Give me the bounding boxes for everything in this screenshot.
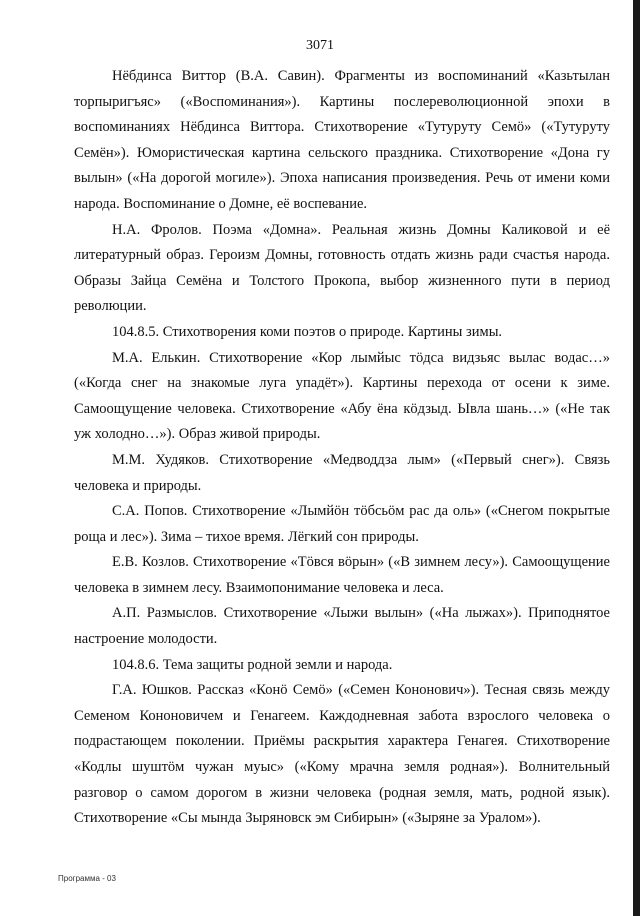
scan-edge-border (633, 0, 640, 916)
section-heading-nature: 104.8.5. Стихотворения коми поэтов о природе. Картины зимы. (112, 323, 503, 340)
section-heading-homeland: 104.8.6. Тема защиты родной земли и народа. (112, 656, 393, 673)
paragraph-yushkov: Г.А. Юшков. Рассказ «Конӧ Семӧ» («Семен Кононович»). Тесная связь между Семеном Кононовичем и Генагеем. Каждодневная забота взрослого человека о подрастающем поколении. Приёмы раскрытия характера Генагея. Стихотворение «Кодлы шуштӧм чужан муыс» («Кому мрачна земля родная»). Волнительный разговор о самом дорогом в жизни человека (родная земля, мать, родной язык). Стихотворение «Сы мында Зыряновск эм Сибирын» («Зыряне за Уралом»). (74, 682, 610, 827)
paragraph-elkin: М.А. Елькин. Стихотворение «Кор лымйыс тӧдса видзьяс вылас водас…» («Когда снег на знакомые луга упадёт»). Картины перехода от осени к зиме. Самоощущение человека. Стихотворение «Абу ёна кӧдзыд. Ывла шань…» («Не так уж холодно…»). Образ живой природы. (74, 349, 610, 443)
paragraph-razmyslov: А.П. Размыслов. Стихотворение «Лыжи вылын» («На лыжах»). Приподнятое настроение молодости. (74, 605, 610, 648)
paragraph-khudyakov: М.М. Худяков. Стихотворение «Медводдза лым» («Первый снег»). Связь человека и природы. (74, 451, 610, 494)
paragraph-kozlov: Е.В. Козлов. Стихотворение «Тӧвся вӧрын» («В зимнем лесу»). Самоощущение человека в зимнем лесу. Взаимопонимание человека и леса. (74, 554, 610, 596)
document-body (74, 64, 610, 832)
page-footer: Программа - 03 (58, 874, 116, 883)
page-number: 3071 (306, 38, 334, 53)
paragraph-popov: С.А. Попов. Стихотворение «Лымйӧн тӧбсьӧм рас да оль» («Снегом покрытые роща и лес»). Зима – тихое время. Лёгкий сон природы. (74, 503, 610, 545)
paragraph-frolov: Н.А. Фролов. Поэма «Домна». Реальная жизнь Домны Каликовой и её литературный образ. Героизм Домны, готовность отдать жизнь ради счастья народа. Образы Зайца Семёна и Толстого Прокопа, выбор жизненного пути в период революции. (74, 221, 610, 315)
paragraph-nebdinsa-vittor: Нёбдинса Виттор (В.А. Савин). Фрагменты из воспоминаний «Казьтылан торпыригъяс» («Воспоминания»). Картины послереволюционной эпохи в воспоминаниях Нёбдинса Виттора. Стихотворение «Тутуруту Семӧ» («Тутуруту Семён»). Юмористическая картина сельского праздника. Стихотворение «Дона гу вылын» («На дорогой могиле»). Эпоха написания произведения. Речь от имени коми народа. Воспоминание о Домне, её воспевание. (74, 68, 610, 212)
